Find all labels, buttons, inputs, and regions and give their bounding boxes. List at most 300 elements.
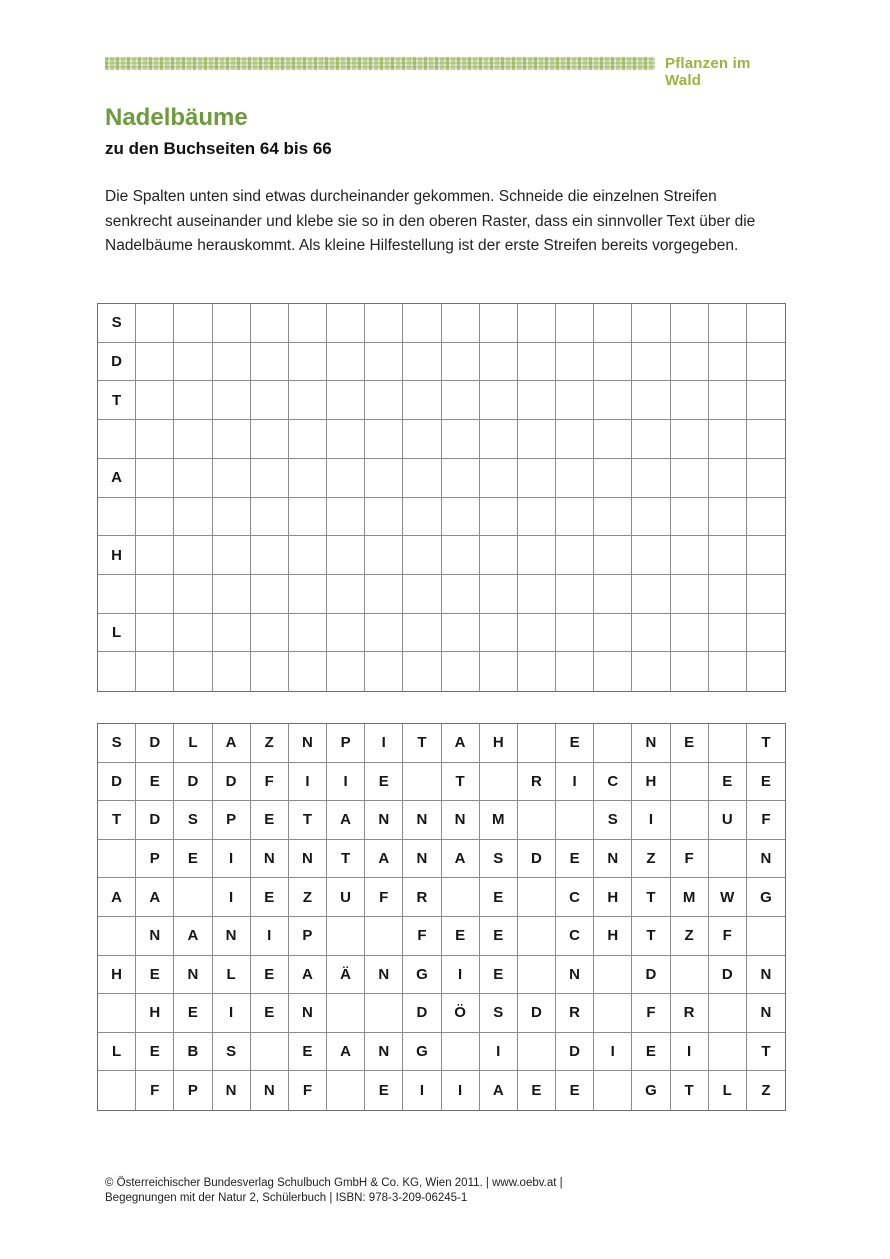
grid-cell: E	[251, 956, 289, 995]
grid-cell	[518, 917, 556, 956]
grid-cell	[709, 994, 747, 1033]
grid-cell: D	[98, 343, 136, 382]
grid-cell	[289, 614, 327, 653]
grid-cell	[251, 498, 289, 537]
grid-cell: I	[594, 1033, 632, 1072]
grid-cell	[518, 575, 556, 614]
grid-cell	[709, 304, 747, 343]
grid-cell	[327, 343, 365, 382]
footer-line2: Begegnungen mit der Natur 2, Schülerbuch | ISBN: 978-3-209-06245-1	[105, 1192, 468, 1204]
grid-cell: G	[403, 1033, 441, 1072]
grid-cell	[442, 498, 480, 537]
grid-cell: F	[632, 994, 670, 1033]
grid-cell: T	[98, 381, 136, 420]
grid-cell	[289, 459, 327, 498]
grid-cell: W	[709, 878, 747, 917]
grid-cell: N	[289, 724, 327, 763]
grid-cell: D	[403, 994, 441, 1033]
grid-cell: Z	[671, 917, 709, 956]
grid-cell: D	[632, 956, 670, 995]
grid-cell: L	[98, 614, 136, 653]
grid-cell	[289, 420, 327, 459]
grid-cell: P	[213, 801, 251, 840]
grid-cell	[632, 498, 670, 537]
grid-cell: A	[480, 1071, 518, 1110]
grid-cell	[174, 343, 212, 382]
grid-cell: L	[174, 724, 212, 763]
grid-cell	[289, 343, 327, 382]
grid-cell	[442, 1033, 480, 1072]
grid-cell: S	[480, 840, 518, 879]
grid-cell	[518, 956, 556, 995]
grid-cell	[480, 381, 518, 420]
grid-cell: L	[709, 1071, 747, 1110]
grid-cell	[556, 801, 594, 840]
grid-cell	[632, 575, 670, 614]
grid-cell: A	[213, 724, 251, 763]
footer	[105, 1176, 705, 1206]
grid-cell	[365, 536, 403, 575]
grid-cell	[136, 614, 174, 653]
footer-line1: © Österreichischer Bundesverlag Schulbuch GmbH & Co. KG, Wien 2011. | www.oebv.at |	[105, 1177, 563, 1189]
grid-cell	[327, 614, 365, 653]
grid-cell: S	[213, 1033, 251, 1072]
grid-cell	[442, 575, 480, 614]
grid-cell: E	[365, 763, 403, 802]
grid-cell	[174, 459, 212, 498]
grid-cell	[327, 381, 365, 420]
grid-cell	[136, 420, 174, 459]
grid-cell	[403, 763, 441, 802]
grid-cell	[632, 381, 670, 420]
grid-cell	[632, 304, 670, 343]
grid-cell	[365, 420, 403, 459]
grid-cell	[174, 652, 212, 691]
grid-cell	[671, 614, 709, 653]
grid-cell: D	[136, 724, 174, 763]
grid-cell	[365, 575, 403, 614]
grid-cell	[518, 614, 556, 653]
grid-cell	[671, 575, 709, 614]
grid-cell: D	[136, 801, 174, 840]
grid-cell: T	[747, 1033, 785, 1072]
answer-grid	[97, 303, 786, 692]
grid-cell: F	[365, 878, 403, 917]
grid-cell: S	[594, 801, 632, 840]
grid-cell	[213, 420, 251, 459]
grid-cell	[174, 878, 212, 917]
grid-cell	[174, 420, 212, 459]
grid-cell: T	[632, 878, 670, 917]
grid-cell: E	[480, 878, 518, 917]
grid-cell	[480, 575, 518, 614]
grid-cell	[213, 575, 251, 614]
grid-cell	[632, 614, 670, 653]
grid-cell	[709, 498, 747, 537]
grid-cell: F	[671, 840, 709, 879]
grid-cell: R	[556, 994, 594, 1033]
grid-cell: I	[289, 763, 327, 802]
grid-cell	[136, 652, 174, 691]
grid-cell	[98, 498, 136, 537]
grid-cell	[174, 536, 212, 575]
grid-cell	[556, 381, 594, 420]
grid-cell: E	[556, 840, 594, 879]
grid-cell: N	[403, 801, 441, 840]
grid-cell	[480, 498, 518, 537]
grid-cell	[747, 459, 785, 498]
grid-cell	[518, 801, 556, 840]
grid-cell	[480, 763, 518, 802]
header-section-label: Pflanzen im Wald	[665, 55, 751, 89]
grid-cell: E	[136, 1033, 174, 1072]
grid-cell	[365, 381, 403, 420]
grid-cell	[709, 536, 747, 575]
grid-cell	[709, 381, 747, 420]
grid-cell	[327, 498, 365, 537]
grid-cell	[251, 381, 289, 420]
grid-cell: T	[98, 801, 136, 840]
grid-cell: F	[251, 763, 289, 802]
grid-cell	[747, 420, 785, 459]
grid-cell	[136, 343, 174, 382]
grid-cell	[518, 724, 556, 763]
grid-cell	[251, 343, 289, 382]
grid-cell: T	[442, 763, 480, 802]
grid-cell	[709, 420, 747, 459]
grid-cell: I	[327, 763, 365, 802]
grid-cell	[251, 459, 289, 498]
grid-cell: Ä	[327, 956, 365, 995]
grid-cell	[747, 614, 785, 653]
grid-cell	[747, 343, 785, 382]
grid-cell: A	[136, 878, 174, 917]
grid-cell: N	[442, 801, 480, 840]
grid-cell	[709, 343, 747, 382]
grid-cell	[709, 459, 747, 498]
grid-cell	[365, 343, 403, 382]
grid-cell: D	[709, 956, 747, 995]
grid-cell	[671, 801, 709, 840]
grid-cell	[174, 381, 212, 420]
grid-cell	[365, 994, 403, 1033]
grid-cell	[556, 614, 594, 653]
grid-cell	[671, 304, 709, 343]
grid-cell	[480, 652, 518, 691]
grid-cell	[289, 536, 327, 575]
grid-cell	[594, 1071, 632, 1110]
grid-cell	[251, 652, 289, 691]
grid-cell	[98, 994, 136, 1033]
grid-cell	[671, 381, 709, 420]
grid-cell: T	[403, 724, 441, 763]
grid-cell: E	[136, 956, 174, 995]
grid-cell	[442, 878, 480, 917]
grid-cell	[174, 614, 212, 653]
grid-cell: E	[251, 801, 289, 840]
grid-cell	[365, 917, 403, 956]
grid-cell	[709, 840, 747, 879]
grid-cell: E	[632, 1033, 670, 1072]
grid-cell	[632, 420, 670, 459]
grid-cell	[709, 614, 747, 653]
grid-cell: A	[442, 724, 480, 763]
grid-cell: L	[98, 1033, 136, 1072]
grid-cell	[136, 304, 174, 343]
grid-cell	[594, 614, 632, 653]
grid-cell	[403, 536, 441, 575]
grid-cell	[594, 724, 632, 763]
grid-cell	[403, 343, 441, 382]
grid-cell	[556, 420, 594, 459]
grid-cell	[594, 652, 632, 691]
grid-cell: I	[556, 763, 594, 802]
grid-cell: E	[480, 956, 518, 995]
grid-cell: H	[136, 994, 174, 1033]
grid-cell: Z	[761, 1082, 771, 1100]
grid-cell	[365, 304, 403, 343]
grid-cell	[251, 304, 289, 343]
grid-cell: N	[365, 1033, 403, 1072]
grid-cell: H	[98, 956, 136, 995]
grid-cell	[518, 304, 556, 343]
grid-cell	[442, 343, 480, 382]
grid-cell	[442, 381, 480, 420]
grid-cell: D	[556, 1033, 594, 1072]
grid-cell: E	[365, 1071, 403, 1110]
grid-cell: P	[174, 1071, 212, 1110]
grid-cell: I	[213, 878, 251, 917]
grid-cell: U	[327, 878, 365, 917]
grid-cell	[518, 381, 556, 420]
grid-cell	[213, 614, 251, 653]
grid-cell: A	[442, 840, 480, 879]
grid-cell	[365, 498, 403, 537]
grid-cell: N	[136, 917, 174, 956]
grid-cell: N	[251, 840, 289, 879]
grid-cell	[632, 343, 670, 382]
grid-cell	[327, 304, 365, 343]
grid-cell: T	[671, 1071, 709, 1110]
grid-cell: G	[403, 956, 441, 995]
grid-cell: R	[403, 878, 441, 917]
grid-cell	[556, 536, 594, 575]
grid-cell: H	[98, 536, 136, 575]
grid-cell	[671, 652, 709, 691]
grid-cell: E	[518, 1071, 556, 1110]
grid-cell: F	[136, 1071, 174, 1110]
grid-cell	[403, 498, 441, 537]
grid-cell: T	[632, 917, 670, 956]
grid-cell: I	[213, 840, 251, 879]
grid-cell: N	[365, 801, 403, 840]
grid-cell: C	[556, 917, 594, 956]
grid-cell	[327, 420, 365, 459]
grid-cell	[174, 498, 212, 537]
grid-cell	[518, 420, 556, 459]
grid-cell: N	[403, 840, 441, 879]
grid-cell: A	[327, 1033, 365, 1072]
grid-cell: S	[98, 304, 136, 343]
grid-cell: A	[327, 801, 365, 840]
grid-cell	[213, 343, 251, 382]
grid-cell	[594, 994, 632, 1033]
grid-cell: T	[327, 840, 365, 879]
grid-cell: E	[747, 763, 785, 802]
grid-cell	[442, 536, 480, 575]
grid-cell: B	[174, 1033, 212, 1072]
grid-cell	[136, 536, 174, 575]
grid-cell	[442, 304, 480, 343]
grid-cell	[136, 498, 174, 537]
grid-cell	[594, 575, 632, 614]
grid-cell	[327, 1071, 365, 1110]
grid-cell	[327, 994, 365, 1033]
grid-cell	[98, 917, 136, 956]
grid-cell: F	[289, 1071, 327, 1110]
grid-cell: D	[98, 763, 136, 802]
grid-cell	[518, 498, 556, 537]
grid-cell	[671, 536, 709, 575]
grid-cell	[556, 498, 594, 537]
grid-cell	[480, 304, 518, 343]
grid-cell	[403, 304, 441, 343]
grid-cell: H	[480, 724, 518, 763]
grid-cell	[403, 614, 441, 653]
grid-cell: E	[136, 763, 174, 802]
grid-cell: S	[98, 724, 136, 763]
grid-cell	[709, 724, 747, 763]
grid-cell	[594, 498, 632, 537]
grid-cell	[671, 343, 709, 382]
grid-cell: N	[747, 840, 785, 879]
grid-cell: G	[632, 1071, 670, 1110]
grid-cell: M	[480, 801, 518, 840]
instructions-text: Die Spalten unten sind etwas durcheinander gekommen. Schneide die einzelnen Streifen senkrecht auseinander und klebe sie so in den oberen Raster, dass ein sinnvoller Text über die Nadelbäume herauskommt. Als kleine Hilfestellung ist der erste Streifen bereits vorgegeben.	[105, 188, 756, 254]
grid-cell	[98, 420, 136, 459]
grid-cell	[709, 652, 747, 691]
grid-cell: D	[213, 763, 251, 802]
grid-cell	[442, 652, 480, 691]
grid-cell: P	[289, 917, 327, 956]
grid-cell	[98, 575, 136, 614]
grid-cell: H	[594, 917, 632, 956]
grid-cell: N	[174, 956, 212, 995]
grid-cell: E	[556, 724, 594, 763]
grid-cell: Z	[289, 878, 327, 917]
grid-cell: P	[327, 724, 365, 763]
grid-cell: E	[289, 1033, 327, 1072]
grid-cell	[442, 614, 480, 653]
grid-cell	[556, 459, 594, 498]
grid-cell	[213, 652, 251, 691]
grid-cell	[403, 459, 441, 498]
grid-cell	[747, 575, 785, 614]
grid-cell	[403, 652, 441, 691]
grid-cell	[518, 1033, 556, 1072]
grid-cell: Z	[251, 724, 289, 763]
grid-cell: I	[442, 956, 480, 995]
grid-cell: E	[480, 917, 518, 956]
grid-cell: E	[251, 878, 289, 917]
grid-cell	[442, 459, 480, 498]
grid-cell	[747, 536, 785, 575]
grid-cell	[747, 304, 785, 343]
grid-cell: I	[365, 724, 403, 763]
grid-cell: I	[403, 1071, 441, 1110]
grid-cell: A	[365, 840, 403, 879]
grid-cell: R	[671, 994, 709, 1033]
grid-cell	[136, 381, 174, 420]
grid-cell	[327, 536, 365, 575]
grid-cell	[251, 420, 289, 459]
grid-cell: N	[251, 1071, 289, 1110]
grid-cell	[709, 575, 747, 614]
grid-cell: P	[136, 840, 174, 879]
grid-cell: E	[174, 840, 212, 879]
grid-cell	[251, 1033, 289, 1072]
grid-cell	[594, 420, 632, 459]
grid-cell: N	[213, 1071, 251, 1110]
grid-cell: D	[174, 763, 212, 802]
grid-cell: H	[594, 878, 632, 917]
grid-cell	[671, 459, 709, 498]
grid-cell: E	[556, 1071, 594, 1110]
grid-cell	[213, 498, 251, 537]
grid-cell	[518, 536, 556, 575]
grid-cell	[98, 652, 136, 691]
grid-cell: L	[213, 956, 251, 995]
grid-cell: A	[289, 956, 327, 995]
grid-cell: E	[251, 994, 289, 1033]
grid-cell: M	[671, 878, 709, 917]
grid-cell	[747, 917, 785, 956]
grid-cell	[289, 652, 327, 691]
grid-cell: R	[518, 763, 556, 802]
grid-cell	[442, 420, 480, 459]
grid-cell	[365, 652, 403, 691]
grid-cell	[365, 614, 403, 653]
grid-cell	[480, 343, 518, 382]
grid-cell: N	[289, 994, 327, 1033]
grid-cell	[213, 304, 251, 343]
grid-cell: N	[632, 724, 670, 763]
grid-cell	[518, 652, 556, 691]
grid-cell	[556, 343, 594, 382]
strips-grid	[97, 723, 786, 1111]
grid-cell	[136, 575, 174, 614]
grid-cell: E	[442, 917, 480, 956]
grid-cell	[251, 536, 289, 575]
grid-cell	[403, 575, 441, 614]
grid-cell: I	[480, 1033, 518, 1072]
grid-cell	[632, 652, 670, 691]
grid-cell	[480, 536, 518, 575]
grid-cell: A	[98, 459, 136, 498]
grid-cell	[671, 763, 709, 802]
grid-cell	[518, 878, 556, 917]
grid-cell	[632, 536, 670, 575]
grid-cell	[327, 575, 365, 614]
grid-cell	[671, 420, 709, 459]
grid-cell	[594, 956, 632, 995]
grid-cell	[174, 575, 212, 614]
grid-cell: F	[709, 917, 747, 956]
grid-cell	[556, 575, 594, 614]
grid-cell: N	[289, 840, 327, 879]
grid-cell	[136, 459, 174, 498]
grid-cell: N	[747, 956, 785, 995]
